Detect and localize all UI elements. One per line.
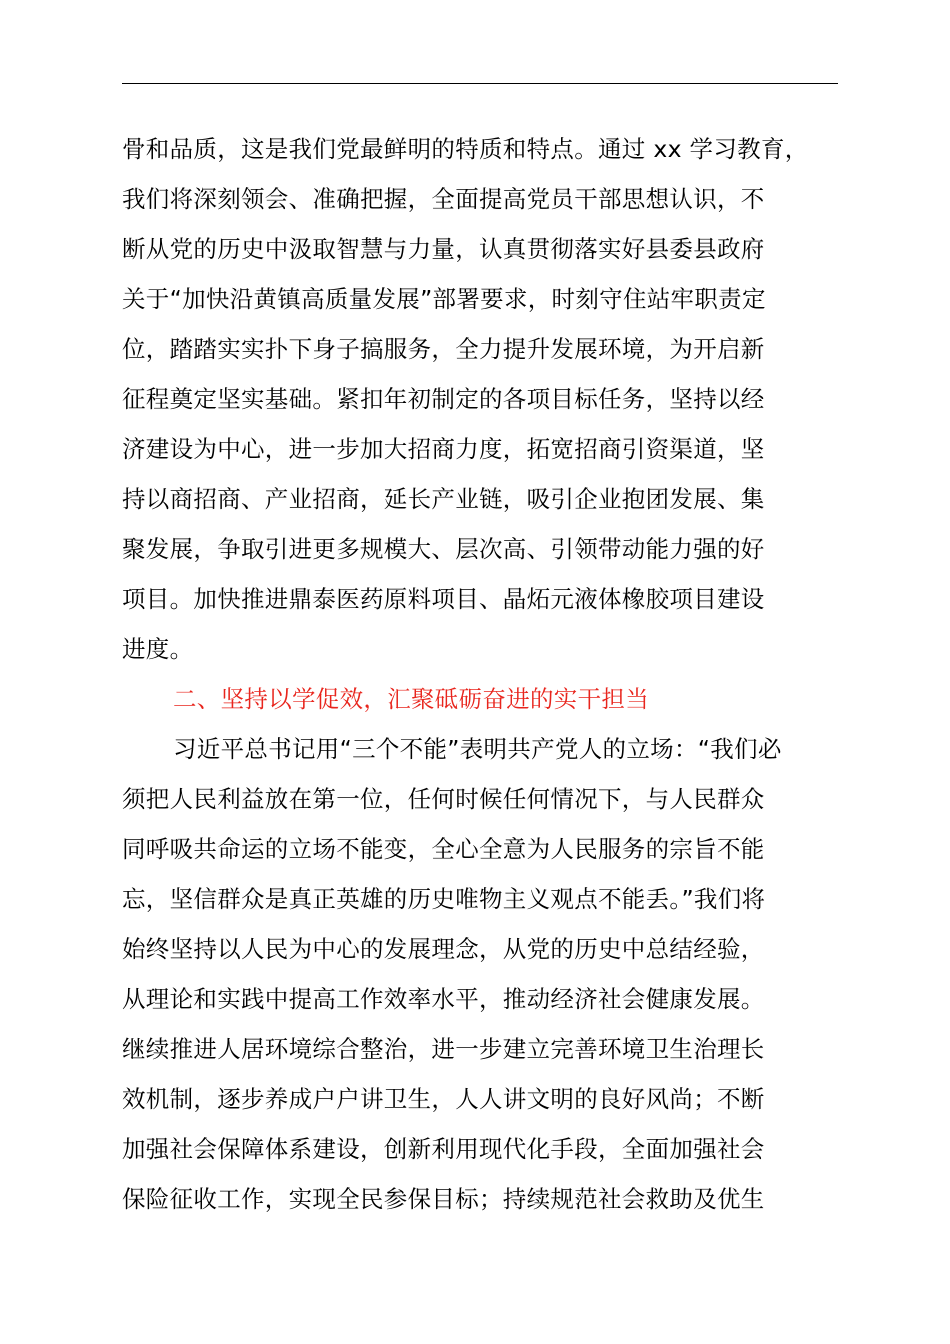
text-line: 须把人民利益放在第一位，任何时候任何情况下，与人民群众 bbox=[122, 785, 765, 813]
text-line: 效机制，逐步养成户户讲卫生，人人讲文明的良好风尚；不断 bbox=[122, 1085, 765, 1113]
text-line: 继续推进人居环境综合整治，进一步建立完善环境卫生治理长 bbox=[122, 1035, 765, 1063]
header-rule bbox=[122, 83, 838, 84]
text-line: 骨和品质，这是我们党最鲜明的特质和特点。通过 xx 学习教育， bbox=[122, 135, 809, 163]
text-line: 从理论和实践中提高工作效率水平，推动经济社会健康发展。 bbox=[122, 985, 765, 1013]
text-line: 同呼吸共命运的立场不能变，全心全意为人民服务的宗旨不能 bbox=[122, 835, 765, 863]
text-line: 加强社会保障体系建设，创新利用现代化手段，全面加强社会 bbox=[122, 1135, 765, 1163]
text-line: 忘，坚信群众是真正英雄的历史唯物主义观点不能丢。”我们将 bbox=[122, 885, 766, 913]
text-line: 我们将深刻领会、准确把握，全面提高党员干部思想认识，不 bbox=[122, 185, 765, 213]
section-heading: 二、坚持以学促效，汇聚砥砺奋进的实干担当 bbox=[173, 685, 649, 713]
text-line: 济建设为中心，进一步加大招商力度，拓宽招商引资渠道，坚 bbox=[122, 435, 765, 463]
text-line: 位，踏踏实实扑下身子搞服务，全力提升发展环境，为开启新 bbox=[122, 335, 765, 363]
text-line: 始终坚持以人民为中心的发展理念，从党的历史中总结经验， bbox=[122, 935, 765, 963]
text-line: 习近平总书记用“三个不能”表明共产党人的立场：“我们必 bbox=[173, 735, 782, 763]
text-line: 断从党的历史中汲取智慧与力量，认真贯彻落实好县委县政府 bbox=[122, 235, 765, 263]
text-line: 关于“加快沿黄镇高质量发展”部署要求，时刻守住站牢职责定 bbox=[122, 285, 766, 313]
text-line: 征程奠定坚实基础。紧扣年初制定的各项目标任务，坚持以经 bbox=[122, 385, 765, 413]
paragraph-2 bbox=[122, 724, 852, 1224]
text-line: 保险征收工作，实现全民参保目标；持续规范社会救助及优生 bbox=[122, 1185, 765, 1213]
text-line: 进度。 bbox=[122, 635, 194, 663]
text-line: 聚发展，争取引进更多规模大、层次高、引领带动能力强的好 bbox=[122, 535, 765, 563]
text-line: 持以商招商、产业招商，延长产业链，吸引企业抱团发展、集 bbox=[122, 485, 765, 513]
paragraph-1 bbox=[122, 124, 852, 674]
document-body bbox=[122, 124, 852, 1224]
text-line: 项目。加快推进鼎泰医药原料项目、晶炻元液体橡胶项目建设 bbox=[122, 585, 765, 613]
